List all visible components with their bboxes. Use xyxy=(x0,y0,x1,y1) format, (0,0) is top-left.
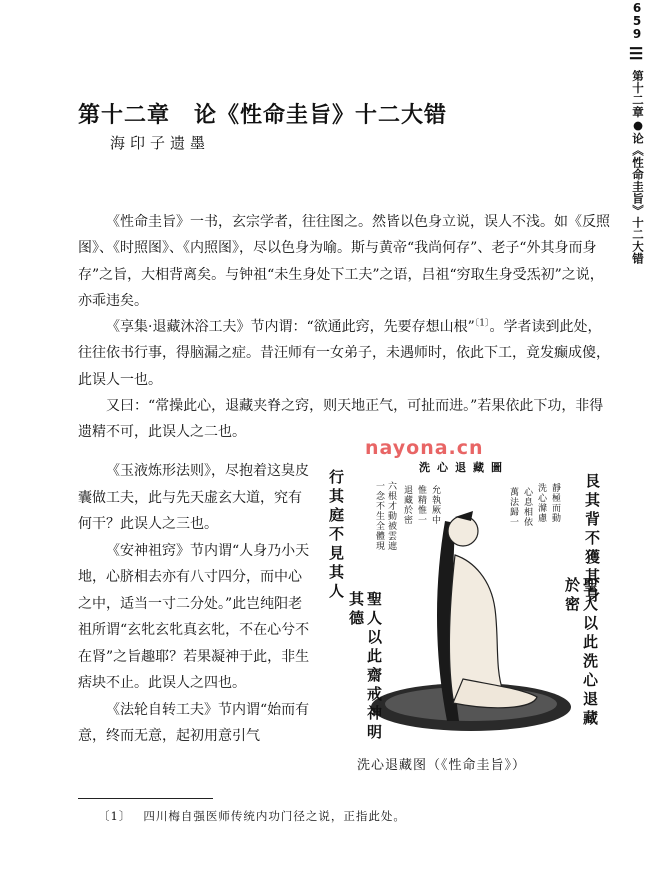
section-glyph-icon: ☰ xyxy=(628,44,644,63)
figure-caption: 洗心退藏图（《性命圭旨》） xyxy=(357,758,527,773)
paragraph: 《性命圭旨》一书，玄宗学者，往往图之。然皆以色身立说，误人不浅。如《反照图》、《时照图》、《内照图》，尽以色身为喻。斯与黄帝“我尚何存”、老子“外其身而身存”之旨，大相背离矣。与钟祖“未生身处下工夫”之语，吕祖“穷取生身受炁初”之说，亦乖违矣。 xyxy=(78,214,610,309)
paragraph-text: 《享集·退藏沐浴工夫》节内谓：“欲通此窍，先要存想山根” xyxy=(106,319,475,336)
inner-text: 惟精惟一 xyxy=(416,485,426,525)
footnote-marker: 〔1〕 xyxy=(98,809,132,823)
footnote-text: 四川梅自强医师传统内功门径之说，正指此处。 xyxy=(143,809,406,823)
figure-title: 洗心退藏圖 xyxy=(419,461,509,474)
paragraph: 《安神祖窍》节内谓“人身乃小天地，心脐相去亦有八寸四分，而中心之中，适当一寸二分处。”此岂纯阳老祖所谓“玄牝玄牝真玄牝，不在心兮不在肾”之旨趣耶？若果凝神于此，非生痞块不止。此误人之四也。 xyxy=(78,542,310,691)
verse-right-inner: 聖人以此洗心退藏於密 xyxy=(563,577,599,729)
running-head: 第十二章●论《性命圭旨》十二大错 xyxy=(631,70,645,265)
inner-text: 一念不生全體現 xyxy=(374,481,384,551)
paragraph: 《玉液炼形法则》，尽抱着这臭皮囊做工夫，此与先天虚玄大道，究有何干？此误人之三也。 xyxy=(78,463,309,532)
footnote xyxy=(98,808,406,824)
watermark: nayona.cn xyxy=(365,437,484,459)
inner-text: 靜極而動 xyxy=(550,483,560,523)
verse-left-inner: 聖人以此齋戒神明其德 xyxy=(347,591,383,743)
paragraph-text: 。学者读到此处，往往依书行事，得脑漏之症。昔汪师有一女弟子，未遇师时，依此下工，竟发癫成傻，此误人一也。 xyxy=(78,319,610,388)
inner-text: 六根才動被雲遮 xyxy=(386,481,396,551)
chapter-author: 海印子遗墨 xyxy=(110,134,211,152)
page-number: 659 xyxy=(632,1,642,41)
body-text xyxy=(78,209,610,446)
paragraph: 又曰：“常操此心，退藏夹脊之窍，则天地正气，可扯而进。”若果依此下功，非得遗精不可，此误人之二也。 xyxy=(78,398,604,441)
chapter-label: 第十二章 xyxy=(78,102,171,128)
figure-illustration xyxy=(323,459,605,743)
verse-left-outer: 行其庭不見其人 xyxy=(327,469,345,602)
footnote-ref[interactable]: 〔1〕 xyxy=(474,318,490,329)
inner-text: 退藏於密 xyxy=(402,485,412,525)
inner-text: 洗心滌慮 xyxy=(536,483,546,523)
verse-right-outer: 艮其背不獲其身 xyxy=(583,473,601,606)
inner-text: 心息相依 xyxy=(522,487,532,527)
paragraph: 《法轮自转工夫》节内谓“始而有意，终而无意，起初用意引气 xyxy=(78,701,310,744)
figure-head xyxy=(448,516,478,546)
left-column-text xyxy=(78,458,312,750)
chapter-heading: 论《性命圭旨》十二大错 xyxy=(194,102,448,128)
footnote-divider xyxy=(78,798,213,799)
chapter-title xyxy=(78,98,447,129)
paragraph xyxy=(78,314,610,393)
inner-text: 萬法歸一 xyxy=(508,487,518,527)
inner-text: 允執厥中 xyxy=(430,485,440,525)
